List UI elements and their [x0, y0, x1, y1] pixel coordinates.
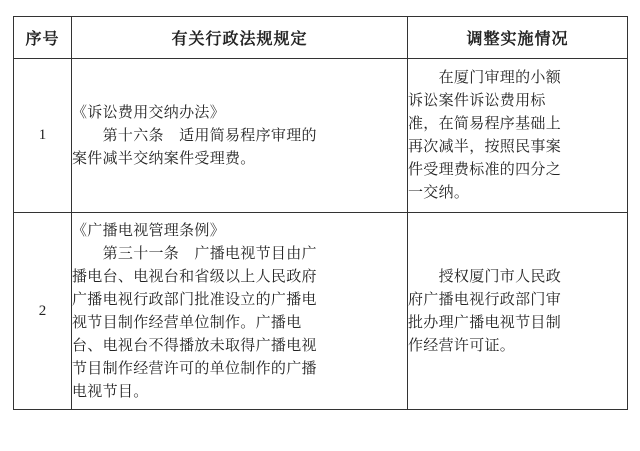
text-line: 批办理广播电视节目制: [408, 313, 562, 331]
text-line: 授权厦门市人民政: [408, 267, 562, 285]
text-line: 第十六条 适用简易程序审理的: [72, 126, 317, 144]
regulation-text: [72, 219, 407, 403]
text-line: 件受理费标准的四分之: [408, 160, 562, 178]
text-line: 节目制作经营许可的单位制作的广播: [72, 359, 317, 377]
regulation-table: [13, 16, 628, 410]
law-title: 《广播电视管理条例》: [72, 221, 226, 239]
text-line: 一交纳。: [408, 183, 470, 201]
text-line: 电视节目。: [72, 382, 149, 400]
table-row: [14, 213, 628, 410]
regulation-text: [72, 101, 407, 170]
header-row: [14, 17, 628, 59]
header-regulation: 有关行政法规规定: [72, 17, 408, 59]
regulation-cell: [72, 213, 408, 410]
text-line: 台、电视台不得播放未取得广播电视: [72, 336, 317, 354]
text-line: 诉讼案件诉讼费用标: [408, 91, 546, 109]
text-line: 准，在简易程序基础上: [408, 114, 562, 132]
regulation-cell: [72, 59, 408, 213]
adjustment-cell: [408, 59, 628, 213]
text-line: 在厦门审理的小额: [408, 68, 562, 86]
adjustment-text: [408, 66, 627, 204]
header-adjustment: 调整实施情况: [408, 17, 628, 59]
adjustment-cell: [408, 213, 628, 410]
text-line: 再次减半，按照民事案: [408, 137, 562, 155]
row-number: 2: [14, 213, 72, 410]
law-title: 《诉讼费用交纳办法》: [72, 103, 226, 121]
row-number: 1: [14, 59, 72, 213]
text-line: 播电台、电视台和省级以上人民政府: [72, 267, 317, 285]
text-line: 视节目制作经营单位制作。广播电: [72, 313, 302, 331]
adjustment-text: [408, 265, 627, 357]
header-number: 序号: [14, 17, 72, 59]
text-line: 作经营许可证。: [408, 336, 516, 354]
text-line: 府广播电视行政部门审: [408, 290, 562, 308]
text-line: 第三十一条 广播电视节目由广: [72, 244, 317, 262]
table-row: [14, 59, 628, 213]
text-line: 广播电视行政部门批准设立的广播电: [72, 290, 317, 308]
text-line: 案件减半交纳案件受理费。: [72, 149, 256, 167]
